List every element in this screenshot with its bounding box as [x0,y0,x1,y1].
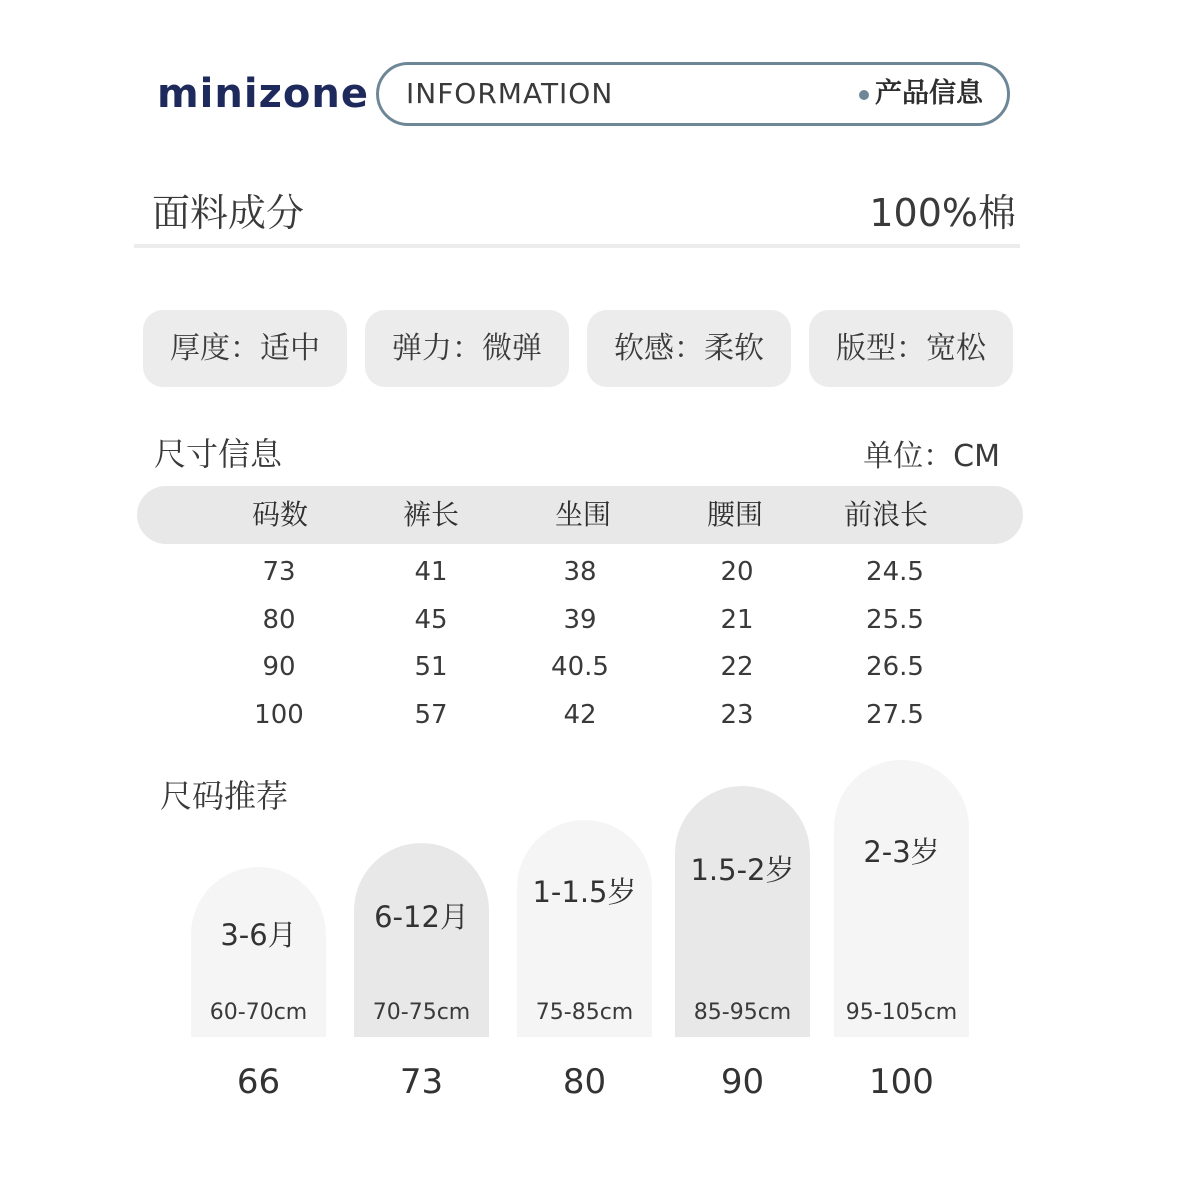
arch-size-73 [354,843,489,1037]
arch-size-90 [675,786,810,1037]
table-cell: 20 [720,557,754,587]
arch-size-66 [191,867,326,1037]
size-recommend-title: 尺码推荐 [160,777,289,815]
table-cell: 41 [414,557,448,587]
pill-subtitle [859,65,983,123]
table-cell: 51 [414,652,448,682]
table-cell: 39 [563,605,597,635]
arch-age: 1-1.5岁 [532,875,637,909]
table-cell: 45 [414,605,448,635]
divider [134,244,1020,248]
dot-icon [859,90,869,100]
col-header: 腰围 [706,498,763,531]
arch-height: 70-75cm [372,1000,471,1025]
size-table-header [137,486,1023,544]
table-cell: 25.5 [866,605,924,635]
brand-logo: minizone [157,71,369,117]
table-row [0,555,1200,589]
table-cell: 24.5 [866,557,924,587]
table-cell: 21 [720,605,754,635]
chip-softness: 软感：柔软 [587,310,791,387]
table-row [0,698,1200,732]
pill-subtitle-text: 产品信息 [875,78,983,109]
arch-height: 75-85cm [535,1000,634,1025]
arch-age: 3-6月 [220,918,297,952]
size-number: 80 [562,1062,607,1102]
table-cell: 26.5 [866,652,924,682]
arch-age: 6-12月 [374,900,469,934]
chip-fit: 版型：宽松 [809,310,1013,387]
col-header: 前浪长 [843,498,928,531]
size-info-title: 尺寸信息 [154,435,283,473]
pill-title: INFORMATION [406,77,614,110]
table-cell: 100 [254,700,304,730]
size-number: 100 [869,1062,934,1102]
col-header: 裤长 [402,498,459,531]
chip-elasticity: 弹力：微弹 [365,310,569,387]
info-pill [376,62,1010,126]
size-unit: 单位：CM [863,439,1000,474]
table-cell: 22 [720,652,754,682]
arch-age: 2-3岁 [863,835,940,869]
table-cell: 23 [720,700,754,730]
table-row [0,650,1200,684]
col-header: 坐围 [554,498,611,531]
arch-size-100 [834,760,969,1037]
table-cell: 40.5 [551,652,609,682]
table-cell: 80 [262,605,296,635]
fabric-label: 面料成分 [152,191,305,235]
arch-size-80 [517,820,652,1037]
table-cell: 42 [563,700,597,730]
col-header: 码数 [251,498,308,531]
arch-age: 1.5-2岁 [690,853,795,887]
chip-thickness: 厚度：适中 [143,310,347,387]
size-number: 73 [399,1062,444,1102]
table-cell: 27.5 [866,700,924,730]
arch-height: 95-105cm [845,1000,958,1025]
table-cell: 57 [414,700,448,730]
fabric-value: 100%棉 [869,191,1016,235]
table-cell: 38 [563,557,597,587]
arch-height: 60-70cm [209,1000,308,1025]
table-cell: 73 [262,557,296,587]
table-row [0,603,1200,637]
table-cell: 90 [262,652,296,682]
size-number: 66 [236,1062,281,1102]
arch-height: 85-95cm [693,1000,792,1025]
size-number: 90 [720,1062,765,1102]
